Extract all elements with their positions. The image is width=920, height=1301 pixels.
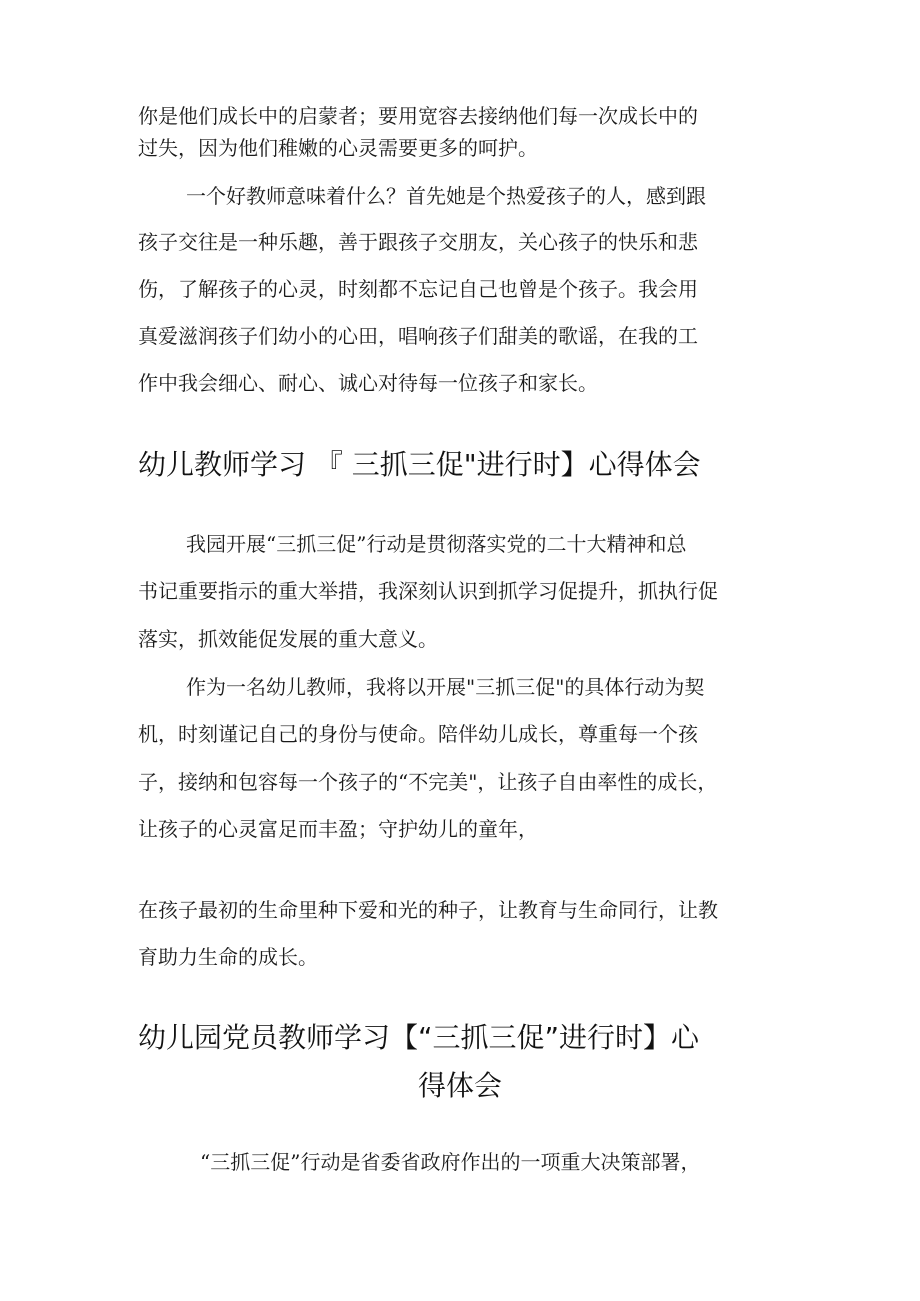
paragraph-line: 伤，了解孩子的心灵，时刻都不忘记自己也曾是个孩子。我会用 xyxy=(138,277,698,301)
paragraph-line: 让孩子的心灵富足而丰盈；守护幼儿的童年， xyxy=(138,817,538,841)
paragraph-line: 作为一名幼儿教师，我将以开展"三抓三促"的具体行动为契 xyxy=(186,675,705,699)
paragraph-line: 机，时刻谨记自己的身份与使命。陪伴幼儿成长，尊重每一个孩 xyxy=(138,722,698,746)
paragraph-line: 育助力生命的成长。 xyxy=(138,945,318,969)
section-heading: 幼儿教师学习 『 三抓三促"进行时】心得体会 xyxy=(138,448,701,481)
paragraph-line: 一个好教师意味着什么？首先她是个热爱孩子的人，感到跟 xyxy=(186,184,706,208)
paragraph-line: 真爱滋润孩子们幼小的心田，唱响孩子们甜美的歌谣，在我的工 xyxy=(138,324,698,348)
paragraph-line: “三抓三促”行动是省委省政府作出的一项重大决策部署， xyxy=(200,1150,701,1174)
section-heading-continuation: 得体会 xyxy=(417,1069,502,1102)
paragraph-line: 作中我会细心、耐心、诚心对待每一位孩子和家长。 xyxy=(138,371,598,395)
paragraph-line: 过失，因为他们稚嫩的心灵需要更多的呵护。 xyxy=(138,136,538,160)
paragraph-line: 你是他们成长中的启蒙者；要用宽容去接纳他们每一次成长中的 xyxy=(138,104,698,128)
paragraph-line: 书记重要指示的重大举措，我深刻认识到抓学习促提升，抓执行促 xyxy=(138,579,718,603)
paragraph-line: 我园开展“三抓三促”行动是贯彻落实党的二十大精神和总 xyxy=(186,532,687,556)
section-heading: 幼儿园党员教师学习【“三抓三促”进行时】心 xyxy=(138,1021,700,1054)
paragraph-line: 孩子交往是一种乐趣，善于跟孩子交朋友，关心孩子的快乐和悲 xyxy=(138,230,698,254)
paragraph-line: 子，接纳和包容每一个孩子的“不完美"，让孩子自由率性的成长， xyxy=(138,770,718,794)
paragraph-line: 落实，抓效能促发展的重大意义。 xyxy=(138,627,438,651)
paragraph-line: 在孩子最初的生命里种下爱和光的种子，让教育与生命同行，让教 xyxy=(138,898,718,922)
